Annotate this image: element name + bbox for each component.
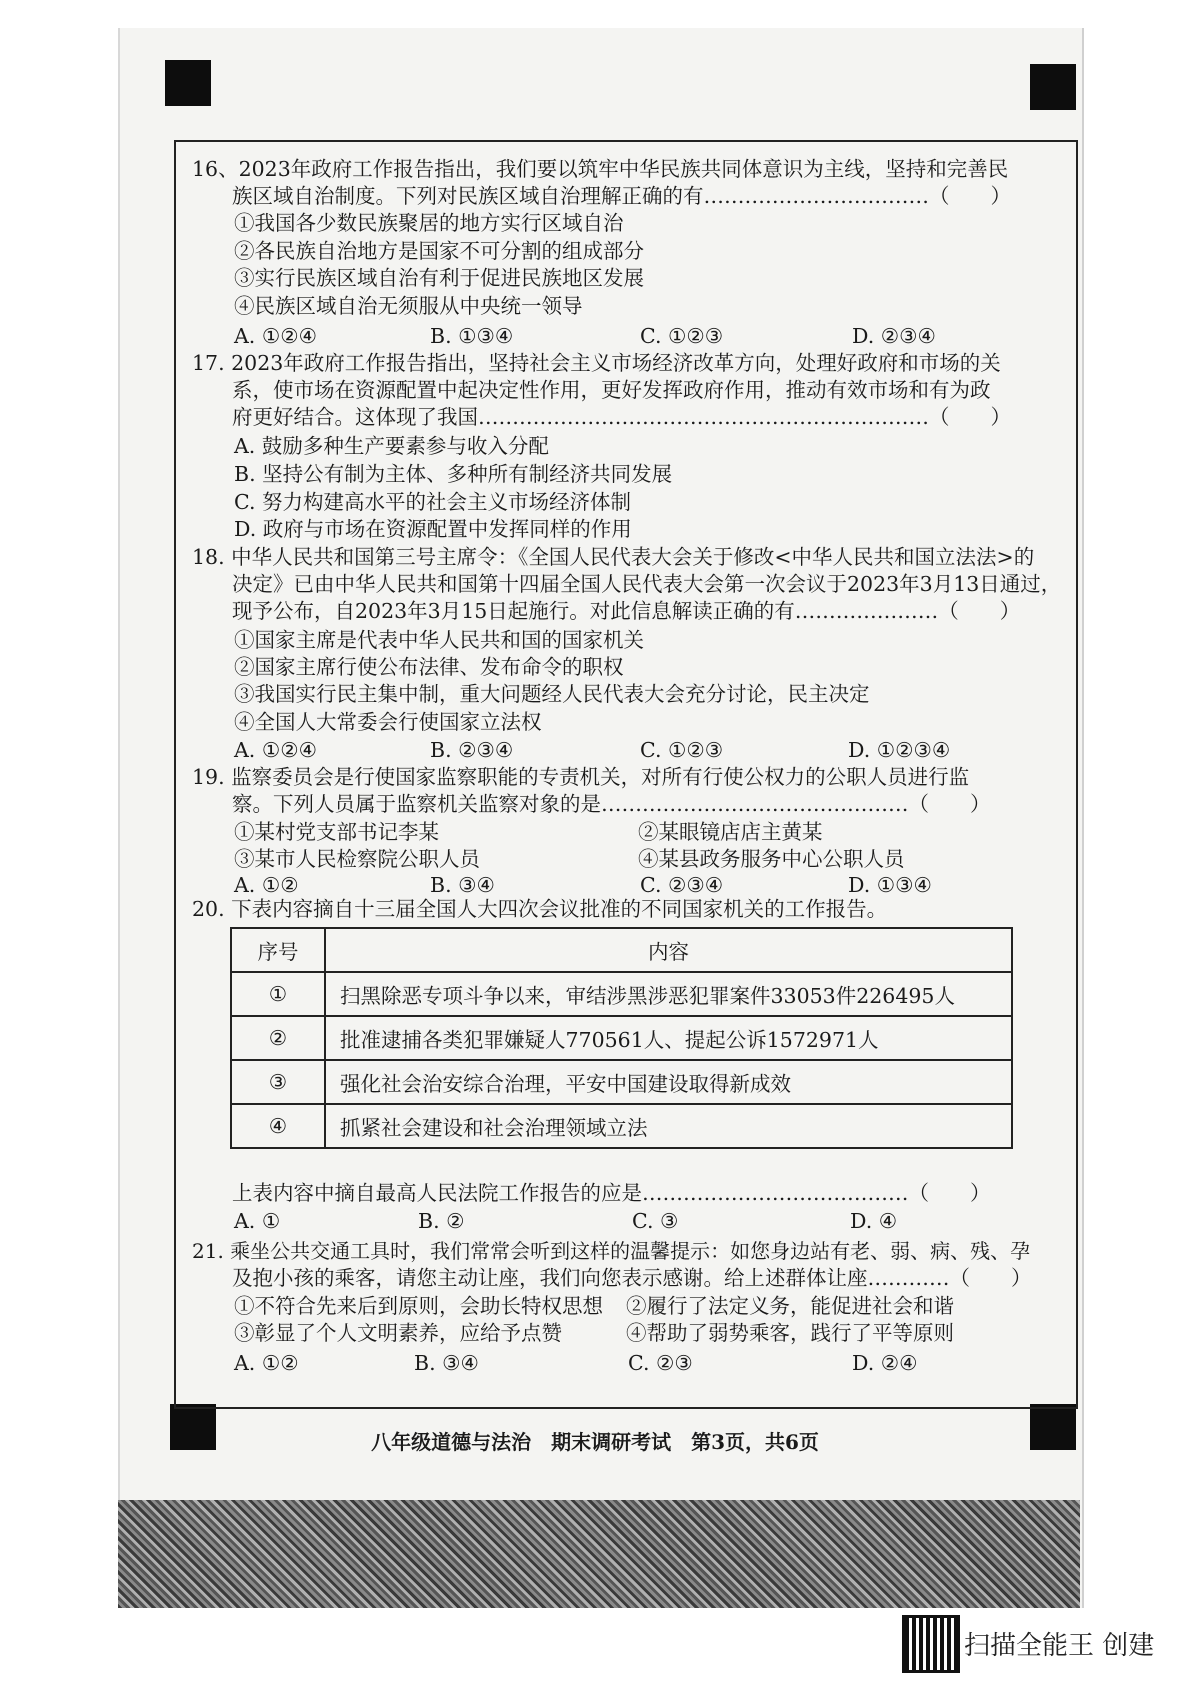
table-row (231, 1060, 1012, 1104)
table-cell: ③ (231, 1060, 325, 1104)
scanner-watermark: 扫描全能王 创建 (964, 1631, 1155, 1661)
q18-item: ①国家主席是代表中华人民共和国的国家机关 (234, 628, 644, 652)
q17-line2: 系，使市场在资源配置中起决定性作用，更好发挥政府作用，推动有效市场和有为政 (232, 378, 991, 402)
q18-line2: 决定》已由中华人民共和国第十四届全国人民代表大会第一次会议于2023年3月13日通过， (232, 572, 1062, 596)
q18-option-d[interactable]: D. ①②③④ (848, 738, 951, 762)
q16-item: ②各民族自治地方是国家不可分割的组成部分 (234, 239, 644, 263)
table-header-cell: 内容 (325, 928, 1012, 972)
table-cell: ② (231, 1016, 325, 1060)
q20-option-c[interactable]: C. ③ (632, 1209, 679, 1233)
q20-option-b[interactable]: B. ② (418, 1209, 465, 1233)
q19-item: ②某眼镜店店主黄某 (638, 820, 823, 844)
table-row (231, 1104, 1012, 1148)
q16-item: ③实行民族区域自治有利于促进民族地区发展 (234, 266, 644, 290)
q17-option-a[interactable]: A. 鼓励多种生产要素参与收入分配 (234, 434, 549, 458)
q19-option-c[interactable]: C. ②③④ (640, 873, 724, 897)
q17-option-c[interactable]: C. 努力构建高水平的社会主义市场经济体制 (234, 490, 631, 514)
q21-item: ②履行了法定义务，能促进社会和谐 (626, 1294, 954, 1318)
q21-item: ①不符合先来后到原则，会助长特权思想 (234, 1294, 603, 1318)
q16-option-b[interactable]: B. ①③④ (430, 324, 514, 348)
q16-item: ①我国各少数民族聚居的地方实行区域自治 (234, 211, 624, 235)
q17-option-b[interactable]: B. 坚持公有制为主体、多种所有制经济共同发展 (234, 462, 673, 486)
q20-option-a[interactable]: A. ① (234, 1209, 281, 1233)
table-cell: 抓紧社会建设和社会治理领域立法 (325, 1104, 1012, 1148)
table-cell: ④ (231, 1104, 325, 1148)
q21-line2: 及抱小孩的乘客，请您主动让座，我们向您表示感谢。给上述群体让座…………（ ） (232, 1266, 1032, 1290)
table-header-row (231, 928, 1012, 972)
q18-option-c[interactable]: C. ①②③ (640, 738, 724, 762)
q16-option-d[interactable]: D. ②③④ (852, 324, 936, 348)
q21-item: ③彰显了个人文明素养，应给予点赞 (234, 1321, 562, 1345)
q17-line1: 17. 2023年政府工作报告指出，坚持社会主义市场经济改革方向，处理好政府和市场的关 (192, 351, 1001, 375)
table-header-cell: 序号 (231, 928, 325, 972)
q19-item: ④某县政务服务中心公职人员 (638, 847, 905, 871)
q17-line3: 府更好结合。这体现了我国…………………………………………………………（ ） (232, 405, 1011, 429)
q21-option-b[interactable]: B. ③④ (414, 1351, 479, 1375)
q18-line3: 现予公布，自2023年3月15日起施行。对此信息解读正确的有…………………（ ） (232, 599, 1021, 623)
q19-item: ①某村党支部书记李某 (234, 820, 439, 844)
q20-table (230, 927, 1013, 1149)
q21-option-d[interactable]: D. ②④ (852, 1351, 918, 1375)
q18-item: ③我国实行民主集中制，重大问题经人民代表大会充分讨论，民主决定 (234, 682, 870, 706)
q19-option-a[interactable]: A. ①② (234, 873, 299, 897)
table-cell: ① (231, 972, 325, 1016)
q19-item: ③某市人民检察院公职人员 (234, 847, 480, 871)
q16-option-a[interactable]: A. ①②④ (234, 324, 317, 348)
table-cell: 扫黑除恶专项斗争以来，审结涉黑涉恶犯罪案件33053件226495人 (325, 972, 1012, 1016)
table-row (231, 972, 1012, 1016)
q16-item: ④民族区域自治无须服从中央统一领导 (234, 294, 583, 318)
q18-item: ②国家主席行使公布法律、发布命令的职权 (234, 655, 624, 679)
background-fabric (118, 1500, 1080, 1608)
q18-item: ④全国人大常委会行使国家立法权 (234, 710, 542, 734)
q20-option-d[interactable]: D. ④ (850, 1209, 898, 1233)
q20-question: 上表内容中摘自最高人民法院工作报告的应是…………………………………（ ） (232, 1181, 991, 1205)
q17-option-d[interactable]: D. 政府与市场在资源配置中发挥同样的作用 (234, 517, 632, 541)
q21-item: ④帮助了弱势乘客，践行了平等原则 (626, 1321, 954, 1345)
q21-option-c[interactable]: C. ②③ (628, 1351, 693, 1375)
q16-option-c[interactable]: C. ①②③ (640, 324, 724, 348)
table-cell: 强化社会治安综合治理，平安中国建设取得新成效 (325, 1060, 1012, 1104)
table-row (231, 1016, 1012, 1060)
q19-option-d[interactable]: D. ①③④ (848, 873, 932, 897)
table-cell: 批准逮捕各类犯罪嫌疑人770561人、提起公诉1572971人 (325, 1016, 1012, 1060)
q18-line1: 18. 中华人民共和国第三号主席令：《全国人民代表大会关于修改<中华人民共和国立法法>的 (192, 545, 1035, 569)
q19-option-b[interactable]: B. ③④ (430, 873, 495, 897)
q19-line1: 19. 监察委员会是行使国家监察职能的专责机关，对所有行使公权力的公职人员进行监 (192, 765, 970, 789)
qr-code-icon (902, 1615, 960, 1673)
q16-line2: 族区域自治制度。下列对民族区域自治理解正确的有……………………………（ ） (232, 184, 1011, 208)
registration-mark-top-right (1030, 64, 1076, 110)
page-footer: 八年级道德与法治 期末调研考试 第3页，共6页 (371, 1430, 819, 1454)
q21-line1: 21. 乘坐公共交通工具时，我们常常会听到这样的温馨提示：如您身边站有老、弱、病、残、孕 (192, 1239, 1031, 1263)
q19-line2: 察。下列人员属于监察机关监察对象的是………………………………………（ ） (232, 792, 991, 816)
q16-line1: 16、2023年政府工作报告指出，我们要以筑牢中华民族共同体意识为主线，坚持和完善民 (192, 157, 1009, 181)
q18-option-a[interactable]: A. ①②④ (234, 738, 317, 762)
q18-option-b[interactable]: B. ②③④ (430, 738, 514, 762)
q21-option-a[interactable]: A. ①② (234, 1351, 299, 1375)
q20-line1: 20. 下表内容摘自十三届全国人大四次会议批准的不同国家机关的工作报告。 (192, 897, 888, 921)
registration-mark-top-left (165, 60, 211, 106)
